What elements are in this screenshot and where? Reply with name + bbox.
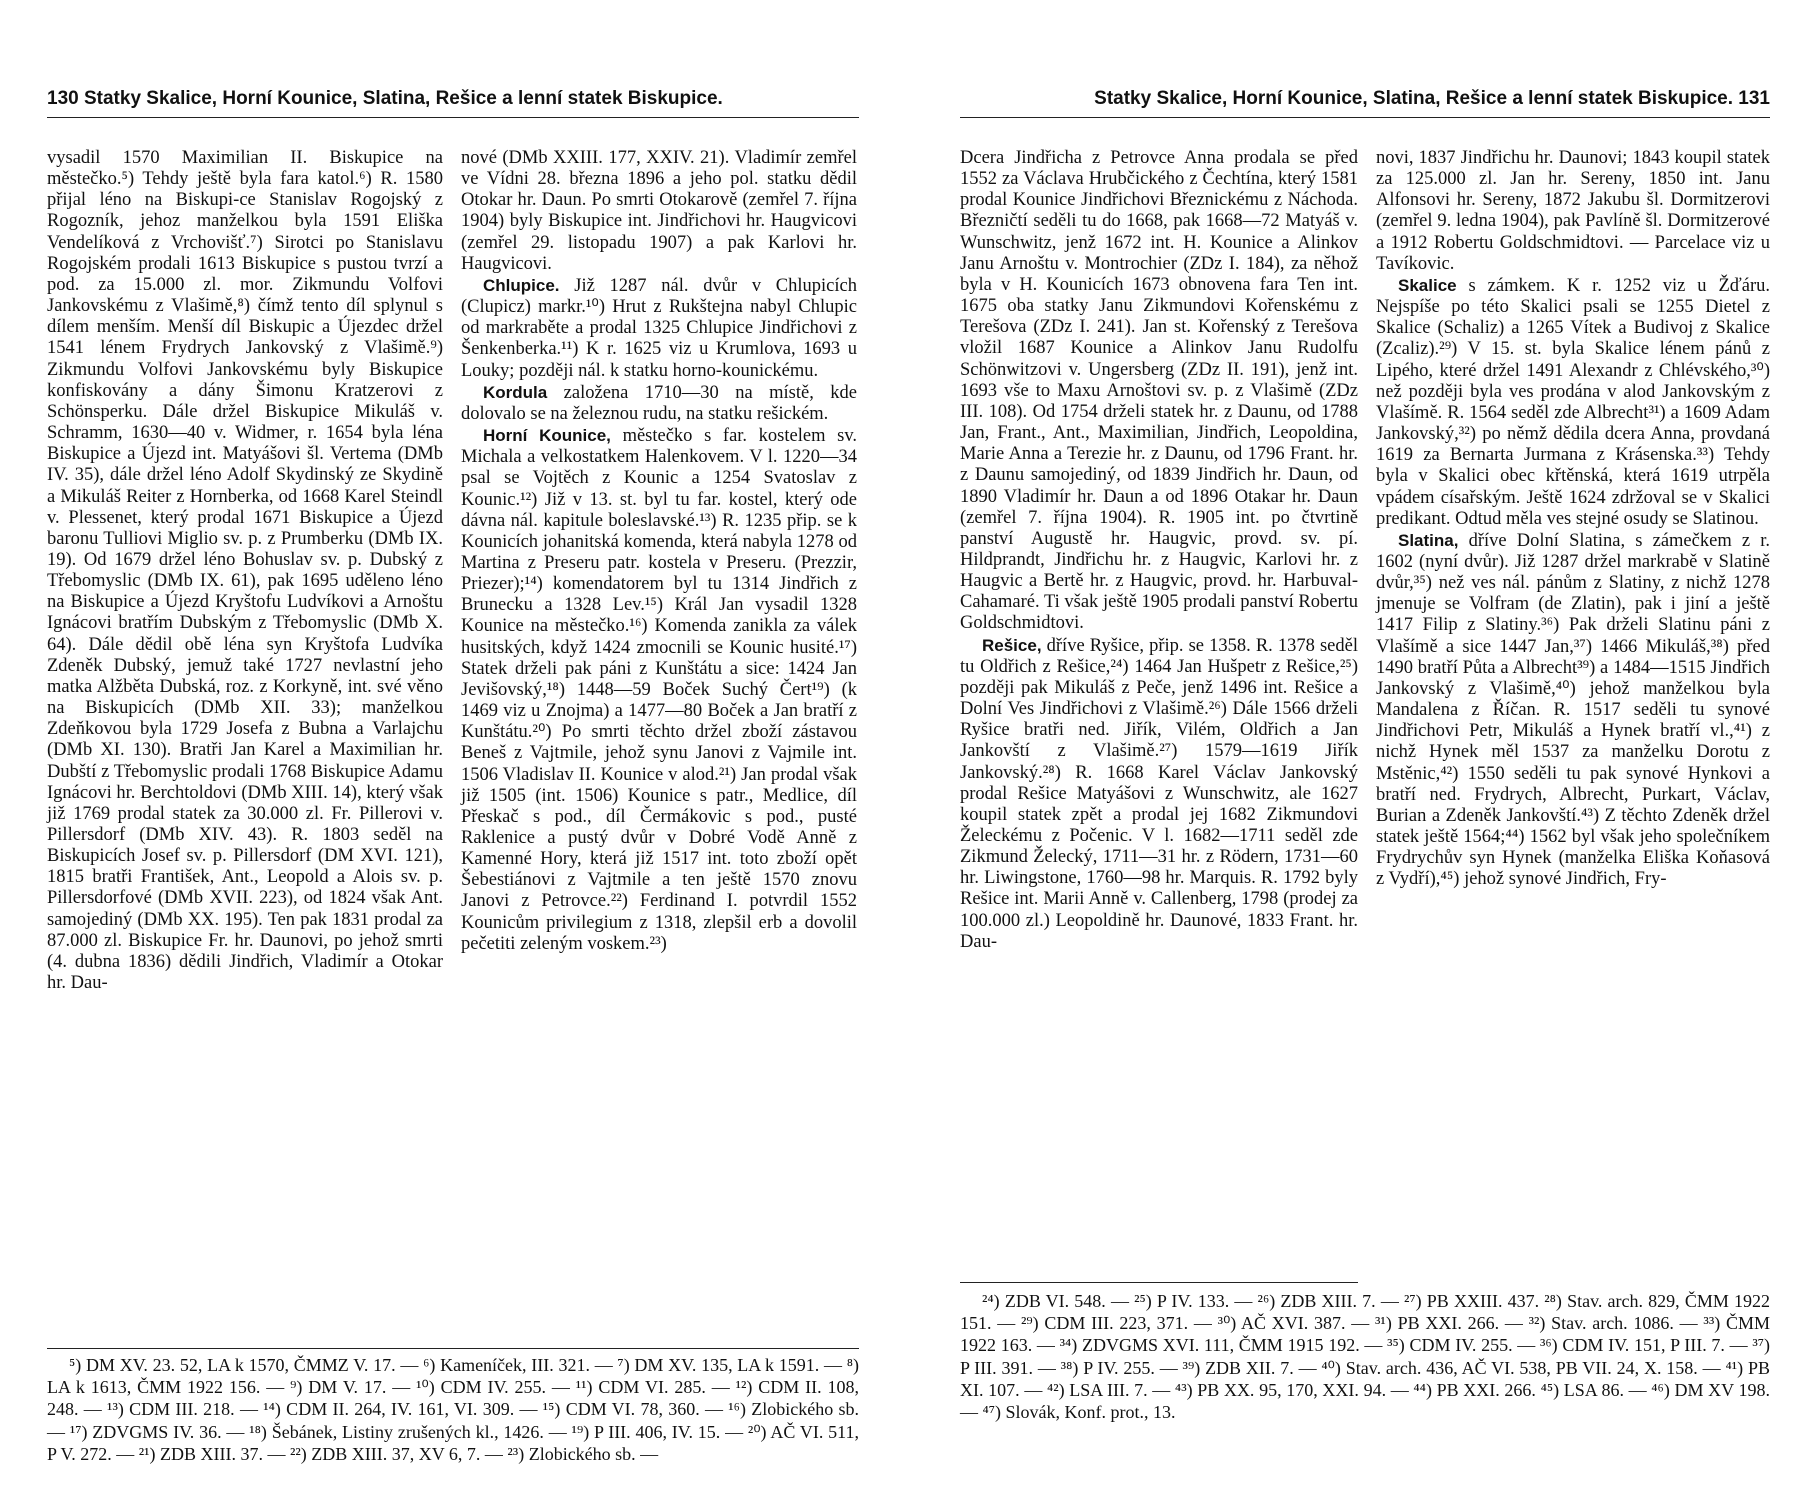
right-page	[905, 0, 1810, 1500]
entry-text: dříve Dolní Slatina, s zámečkem z r. 1602 (nyní dvůr). Již 1287 držel markrabě v Slatině dvůr,³⁵) než ves nál. pánům z Slatiny, z nichž 1278 jmenuje se Volfram (de Zlatin), pak i jiní a ještě 1417 Filip z Slatiny.³⁶) Pak drželi Slatinu páni z Vlašímě a sice 1447 Jan,³⁷) 1466 Mikuláš,³⁸) před 1490 bratří Půta a Albrecht³⁹) a 1484—1515 Jindřich Jankovský z Vlašimě,⁴⁰) jehož manželkou byla Mandalena z Říčan. R. 1517 seděli tu synové Jindřichovi Petr, Mikuláš a Hynek bratří vl.,⁴¹) z nichž Hynek měl 1537 za manželku Dorotu z Mstěnic,⁴²) 1550 seděli tu pak synové Hynkovi a bratří ned. Frydrych, Albrecht, Purkart, Václav, Burian a Zdeněk Jankovští.⁴³) Z těchto Zdeněk držel statek ještě 1564;⁴⁴) 1562 byl však jeho společníkem Frydrychův syn Hynek (manželka Eliška Koňasová z Vydří),⁴⁵) jehož synové Jindřich, Fry-	[1376, 530, 1770, 890]
paragraph: Dcera Jindřicha z Petrovce Anna prodala se před 1552 za Václava Hrubčického z Čechtína, který 1581 prodal Kounice Jindřichovi Březnickému z Náchoda. Březničtí seděli tu do 1668, pak 1668—72 Matyáš v. Wunschwitz, jenž 1672 int. H. Kounice a Alinkov Janu Arnoštu v. Montrochier (ZDz I. 184), za něhož byla v H. Kounicích 1673 obnovena fara Ten int. 1675 oba statky Janu Zikmundovi Kořenskému z Terešova (ZDz I. 241). Jan st. Kořenský z Terešova vložil 1687 Kounice a Alinkov Janu Rudolfu Schönwitzovi v. Ungersberg (ZDz II. 191), jenž int. 1693 vše to Maxu Arnoštovi sv. p. z Vlašimě (ZDz III. 108). Od 1754 drželi statek hr. z Daunu, od 1788 Jan, Frant., Ant., Maximilian, Jindřich, Leopoldina, Marie Anna a Terezie hr. z Daunu, od 1796 Frant. hr. z Daunu samojediný, od 1839 Jindřich hr. Daun, od 1890 Vladimír hr. Daun a od 1896 Otakar hr. Daun (zemřel 7. října 1904). R. 1905 int. po čtvrtině panství Augustě hr. Haugvic, provd. sv. pí. Hildprandt, Jindřichu hr. z Haugvic, Karlovi hr. z Haugvic a Bertě hr. z Haugvic, provd. hr. Harbuval-Cahamaré. Ti však ještě 1905 prodali panství Robertu Goldschmidtovi.	[960, 148, 1358, 634]
header-rule-right	[960, 117, 1770, 118]
entry-heading: Slatina,	[1398, 530, 1459, 550]
footnotes-right	[960, 1290, 1770, 1423]
page-header-right: Statky Skalice, Horní Kounice, Slatina, Rešice a lenní statek Biskupice. 131	[1094, 88, 1770, 109]
entry-horni-kounice	[461, 425, 857, 955]
entry-heading: Chlupice.	[483, 275, 560, 295]
right-column-1	[960, 148, 1358, 953]
footnotes-left	[47, 1354, 859, 1465]
entry-resice	[960, 635, 1358, 953]
entry-text: založena 1710—30 na místě, kde dolovalo se na železnou rudu, na statku rešickém.	[461, 382, 857, 424]
footnotes-text: ²⁴) ZDB VI. 548. — ²⁵) P IV. 133. — ²⁶) ZDB XIII. 7. — ²⁷) PB XXIII. 437. ²⁸) Stav. arch. 829, ČMM 1922 151. — ²⁹) CDM III. 223, 371. — ³⁰) AČ XVI. 387. — ³¹) PB XXI. 266. — ³²) Stav. arch. 1086. — ³³) ČMM 1922 163. — ³⁴) ZDVGMS XVI. 111, ČMM 1915 192. — ³⁵) CDM IV. 255. — ³⁶) CDM IV. 151, P III. 7. — ³⁷) P III. 391. — ³⁸) P IV. 255. — ³⁹) ZDB XII. 7. — ⁴⁰) Stav. arch. 436, AČ VI. 538, PB VII. 24, X. 158. — ⁴¹) PB XI. 107. — ⁴²) LSA III. 7. — ⁴³) PB XX. 95, 170, XXI. 94. — ⁴⁴) PB XXI. 266. ⁴⁵) LSA 86. — ⁴⁶) DM XV 198. — ⁴⁷) Slovák, Konf. prot., 13.	[960, 1291, 1770, 1423]
entry-heading: Rešice,	[982, 635, 1042, 655]
footnote-rule-right	[960, 1282, 1358, 1283]
paragraph: novi, 1837 Jindřichu hr. Daunovi; 1843 koupil statek za 125.000 zl. Jan hr. Sereny, 1850 int. Janu Alfonsovi hr. Sereny, 1872 Jakubu šl. Dormitzerovi (zemřel 9. ledna 1904), pak Pavlíně šl. Dormitzerové a 1912 Robertu Goldschmidtovi. — Parcelace viz u Tavíkovic.	[1376, 148, 1770, 274]
entry-slatina	[1376, 530, 1770, 891]
paragraph: nové (DMb XXIII. 177, XXIV. 21). Vladimír zemřel ve Vídni 28. března 1896 a jeho pol. statku dědil Otokar hr. Daun. Po smrti Otokarově (zemřel 7. října 1904) byly Biskupice int. Jindřichovi hr. Haugvicovi (zemřel 29. listopadu 1907) a pak Karlovi hr. Haugvicovi.	[461, 148, 857, 274]
page-header-left: 130 Statky Skalice, Horní Kounice, Slatina, Rešice a lenní statek Biskupice.	[47, 88, 723, 109]
left-column-1	[47, 148, 443, 994]
entry-text: s zámkem. K r. 1252 viz u Žďáru. Nejspíše po této Skalici psali se 1255 Dietel z Skalice (Schaliz) a 1265 Vítek a Budivoj z Skalice (Zcaliz).²⁹) V 15. st. byla Skalice lénem pánů z Lipého, které držel 1491 Alexandr z Chlévského,³⁰) než později byla ves prodána v alod Jankovským z Vlašímě. R. 1564 seděl zde Albrecht³¹) a 1609 Adam Jankovský,³²) po němž dědila dcera Anna, provdaná 1619 za Bernarta Jurmana z Krásenska.³³) Tehdy byla v Skalici obec křtěnská, která 1619 utrpěla vpádem císařským. Ještě 1624 zdržoval se v Skalici predikant. Odtud měla ves stejné osudy se Slatinou.	[1376, 275, 1770, 529]
entry-kordula	[461, 382, 857, 425]
left-column-2	[461, 148, 857, 955]
entry-heading: Skalice	[1398, 275, 1457, 295]
entry-text: Již 1287 nál. dvůr v Chlupicích (Clupicz) markr.¹⁰) Hrut z Rukštejna nabyl Chlupic od markraběte a prodal 1325 Chlupice Jindřichovi z Šenkenberka.¹¹) K r. 1625 viz u Krumlova, 1693 u Louky; později nál. k statku horno-kounickému.	[461, 275, 857, 381]
header-rule-left	[47, 117, 859, 118]
paragraph: vysadil 1570 Maximilian II. Biskupice na městečko.⁵) Tehdy ještě byla fara katol.⁶) R. 1580 přijal léno na Biskupi-ce Stanislav Rogojský z Rogozník, jehoz manželkou byla 1591 Eliška Vendelíková z Vrchovišť.⁷) Sirotci po Stanislavu Rogojském prodali 1613 Biskupice s pustou tvrzí a pod. za 15.000 zl. mor. Zikmundu Volfovi Jankovskému z Vlašimě,⁸) čímž tento díl splynul s dílem menším. Menší díl Biskupic a Újezdec držel 1541 lénem Frydrych Jankovský z Vlašimě.⁹) Zikmundu Volfovi Jankovskému byly Biskupice konfiskovány a dány Šimonu Kratzerovi z Schönsperku. Dále držel Biskupice Mikuláš v. Schramm, 1630—40 v. Widmer, r. 1654 byla léna Biskupice a Újezd int. Matyášovi šl. Vertema (DMb IV. 35), dále držel léno Adolf Skydinský ze Skydině a Mikuláš Reiter z Hornberka, od 1668 Karel Steindl v. Plessenet, který prodal 1671 Biskupice a Újezd baronu Tulliovi Miglio sv. p. z Prumberku (DMb IX. 19). Od 1679 držel léno Bohuslav sv. p. Dubský z Třebomyslic (DMb IX. 61), pak 1695 uděleno léno na Biskupice a Újezd Kryštofu Ludvíkovi a Arnoštu Ignácovi bratřím Dubským z Třebomyslic (DMb X. 64). Dále dědil obě léna syn Kryštofa Ludvíka Zdeněk Dubský, jemuž také 1727 nevlastní jeho matka Alžběta Dubská, roz. z Korkyně, int. své věno na Biskupicích (DMb XII. 33); manželkou Zdeňkovou byla 1729 Josefa z Bubna a Varlajchu (DMb XI. 130). Bratři Jan Karel a Maximilian hr. Dubští z Třebomyslic prodali 1768 Biskupice Adamu Ignácovi hr. Berchtoldovi (DMb XIII. 14), který však již 1769 prodal statek za 30.000 zl. Fr. Pillerovi v. Pillersdorf (DMb XIV. 43). R. 1803 seděl na Biskupicích Josef sv. p. Pillersdorf (DM XVI. 121), 1815 bratři František, Ant., Leopold a Alois sv. p. Pillersdorfové (DMb XVII. 223), od 1824 však Ant. samojediný (DMb XX. 195). Ten pak 1831 prodal za 87.000 zl. Biskupice Fr. hr. Daunovi, po jehož smrti (4. dubna 1836) dědili Jindřich, Vladimír a Otokar hr. Dau-	[47, 148, 443, 994]
entry-heading: Horní Kounice,	[483, 426, 611, 446]
entry-heading: Kordula	[483, 382, 548, 402]
entry-skalice	[1376, 275, 1770, 530]
entry-text: městečko s far. kostelem sv. Michala a velkostatkem Halenkovem. V l. 1220—34 psal se Vojtěch z Kounic a 1254 Svatoslav z Kounic.¹²) Již v 13. st. byl tu far. kostel, který ode dávna nál. kapitule boleslavské.¹³) R. 1235 přip. se k Kounicích johanitská komenda, která nabyla 1278 od Martina z Preseru patr. kostela v Preseru. (Prezzir, Priezer);¹⁴) komendatorem byl tu 1314 Jindřich z Brunecku a 1328 Lev.¹⁵) Král Jan vysadil 1328 Kounice na městečko.¹⁶) Komenda zanikla za válek husitských, když 1424 zmocnili se Kounic husité.¹⁷) Statek drželi pak páni z Kunštátu a sice: 1424 Jan Jevišovský,¹⁸) 1448—59 Boček Suchý Čert¹⁹) (k 1469 viz u Znojma) a 1477—80 Boček a Jan bratří z Kunštátu.²⁰) Po smrti těchto držel zboží zástavou Beneš z Vajtmile, jehož synu Janovi z Vajmile int. 1506 Vladislav II. Kounice v alod.²¹) Jan prodal však již 1505 (int. 1506) Kounice s patr., Medlice, díl Přeskač s pod., díl Čermákovic s pod., pusté Raklenice a pustý dvůr v Dobré Vodě Anně z Kamenné Hory, která již 1517 int. toto zboží opět Šebestiánovi z Vajtmile a ten ještě 1570 znovu Janovi z Petrovce.²²) Ferdinand I. potvrdil 1552 Kounicům privilegium z 1318, zlepšil erb a dovolil pečetiti zeleným voskem.²³)	[461, 426, 857, 954]
right-column-2	[1376, 148, 1770, 890]
footnotes-text: ⁵) DM XV. 23. 52, LA k 1570, ČMMZ V. 17. — ⁶) Kameníček, III. 321. — ⁷) DM XV. 135, LA k 1591. — ⁸) LA k 1613, ČMM 1922 156. — ⁹) DM V. 17. — ¹⁰) CDM IV. 255. — ¹¹) CDM VI. 285. — ¹²) CDM II. 108, 248. — ¹³) CDM III. 218. — ¹⁴) CDM II. 264, IV. 161, VI. 309. — ¹⁵) CDM VI. 78, 360. — ¹⁶) Zlobického sb. — ¹⁷) ZDVGMS IV. 36. — ¹⁸) Šebánek, Listiny zrušených kl., 1426. — ¹⁹) P III. 406, IV. 15. — ²⁰) AČ VI. 511, P V. 272. — ²¹) ZDB XIII. 37. — ²²) ZDB XIII. 37, XV 6, 7. — ²³) Zlobického sb. —	[47, 1355, 859, 1464]
footnote-rule-left	[47, 1348, 859, 1349]
entry-chlupice	[461, 275, 857, 382]
entry-text: dříve Ryšice, přip. se 1358. R. 1378 seděl tu Oldřich z Rešice,²⁴) 1464 Jan Hušpetr z Rešice,²⁵) později pak Mikuláš z Peče, jenž 1496 int. Rešice a Dolní Ves Jindřichovi z Vlašimě.²⁶) Dále 1566 drželi Ryšice bratři ned. Jiřík, Vilém, Oldřich a Jan Jankovští z Vlašimě.²⁷) 1579—1619 Jiřík Jankovský.²⁸) R. 1668 Karel Václav Jankovský prodal Rešice Matyášovi z Wunschwitz, ale 1627 koupil statek zpět a prodal jej 1682 Zikmundovi Želeckému z Počenic. V l. 1682—1711 seděl zde Zikmund Želecký, 1711—31 hr. z Rödern, 1731—60 hr. Liwingstone, 1760—98 hr. Marquis. R. 1792 byly Rešice int. Marii Anně v. Callenberg, 1798 (prodej za 100.000 zl.) Leopoldině hr. Daunové, 1833 Frant. hr. Dau-	[960, 635, 1358, 952]
